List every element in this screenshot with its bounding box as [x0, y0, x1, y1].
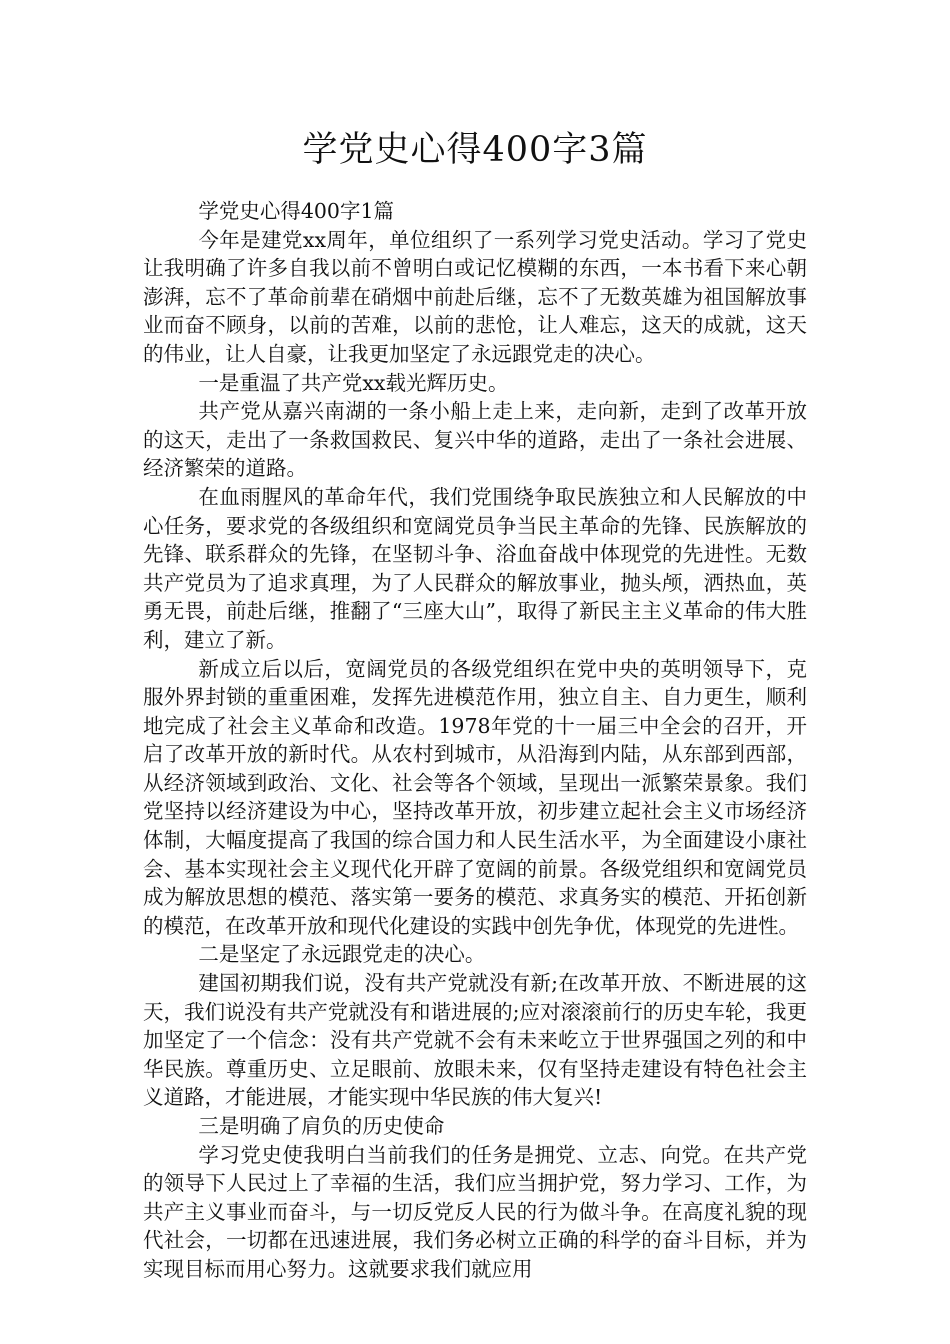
paragraph: 共产党从嘉兴南湖的一条小船上走上来，走向新，走到了改革开放的这天，走出了一条救国救民、复兴中华的道路，走出了一条社会进展、经济繁荣的道路。	[143, 399, 807, 481]
paragraph: 学习党史使我明白当前我们的任务是拥党、立志、向党。在共产党的领导下人民过上了幸福的生活，我们应当拥护党，努力学习、工作，为共产主义事业而奋斗，与一切反党反人民的行为做斗争。在高度礼貌的现代社会，一切都在迅速进展，我们务必树立正确的科学的奋斗目标，并为实现目标而用心努力。这就要求我们就应用	[143, 1142, 807, 1281]
paragraph: 新成立后以后，宽阔党员的各级党组织在党中央的英明领导下，克服外界封锁的重重困难，发挥先进模范作用，独立自主、自力更生，顺利地完成了社会主义革命和改造。1978年党的十一届三中全会的召开，开启了改革开放的新时代。从农村到城市，从沿海到内陆，从东部到西部，从经济领域到政治、文化、社会等各个领域，呈现出一派繁荣景象。我们党坚持以经济建设为中心，坚持改革开放，初步建立起社会主义市场经济体制，大幅度提高了我国的综合国力和人民生活水平，为全面建设小康社会、基本实现社会主义现代化开辟了宽阔的前景。各级党组织和宽阔党员成为解放思想的模范、落实第一要务的模范、求真务实的模范、开拓创新的模范，在改革开放和现代化建设的实践中创先争优，体现党的先进性。	[143, 656, 807, 938]
paragraph: 在血雨腥风的革命年代，我们党围绕争取民族独立和人民解放的中心任务，要求党的各级组织和宽阔党员争当民主革命的先锋、民族解放的先锋、联系群众的先锋，在坚韧斗争、浴血奋战中体现党的先进性。无数共产党员为了追求真理，为了人民群众的解放事业，抛头颅，洒热血，英勇无畏，前赴后继，推翻了“三座大山”，取得了新民主主义革命的伟大胜利，建立了新。	[143, 484, 807, 652]
paragraph-intro: 今年是建党xx周年，单位组织了一系列学习党史活动。学习了党史让我明确了许多自我以前不曾明白或记忆模糊的东西，一本书看下来心朝澎湃，忘不了革命前辈在硝烟中前赴后继，忘不了无数英雄为祖国解放事业而奋不顾身，以前的苦难，以前的悲怆，让人难忘，这天的成就，这天的伟业，让人自豪，让我更加坚定了永远跟党走的决心。	[143, 227, 807, 366]
document-body	[143, 197, 807, 1284]
section-heading-1: 学党史心得400字1篇	[198, 199, 395, 223]
point-heading-1: 一是重温了共产党xx载光辉历史。	[198, 370, 509, 395]
point-heading-3: 三是明确了肩负的历史使命	[198, 1114, 445, 1138]
paragraph: 建国初期我们说，没有共产党就没有新;在改革开放、不断进展的这天，我们说没有共产党就没有和谐进展的;应对滚滚前行的历史车轮，我更加坚定了一个信念：没有共产党就不会有未来屹立于世界强国之列的和中华民族。尊重历史、立足眼前、放眼未来，仅有坚持走建设有特色社会主义道路，才能进展，才能实现中华民族的伟大复兴!	[143, 971, 807, 1110]
point-heading-2: 二是坚定了永远跟党走的决心。	[198, 942, 486, 967]
document-title: 学党史心得400字3篇	[302, 130, 648, 170]
